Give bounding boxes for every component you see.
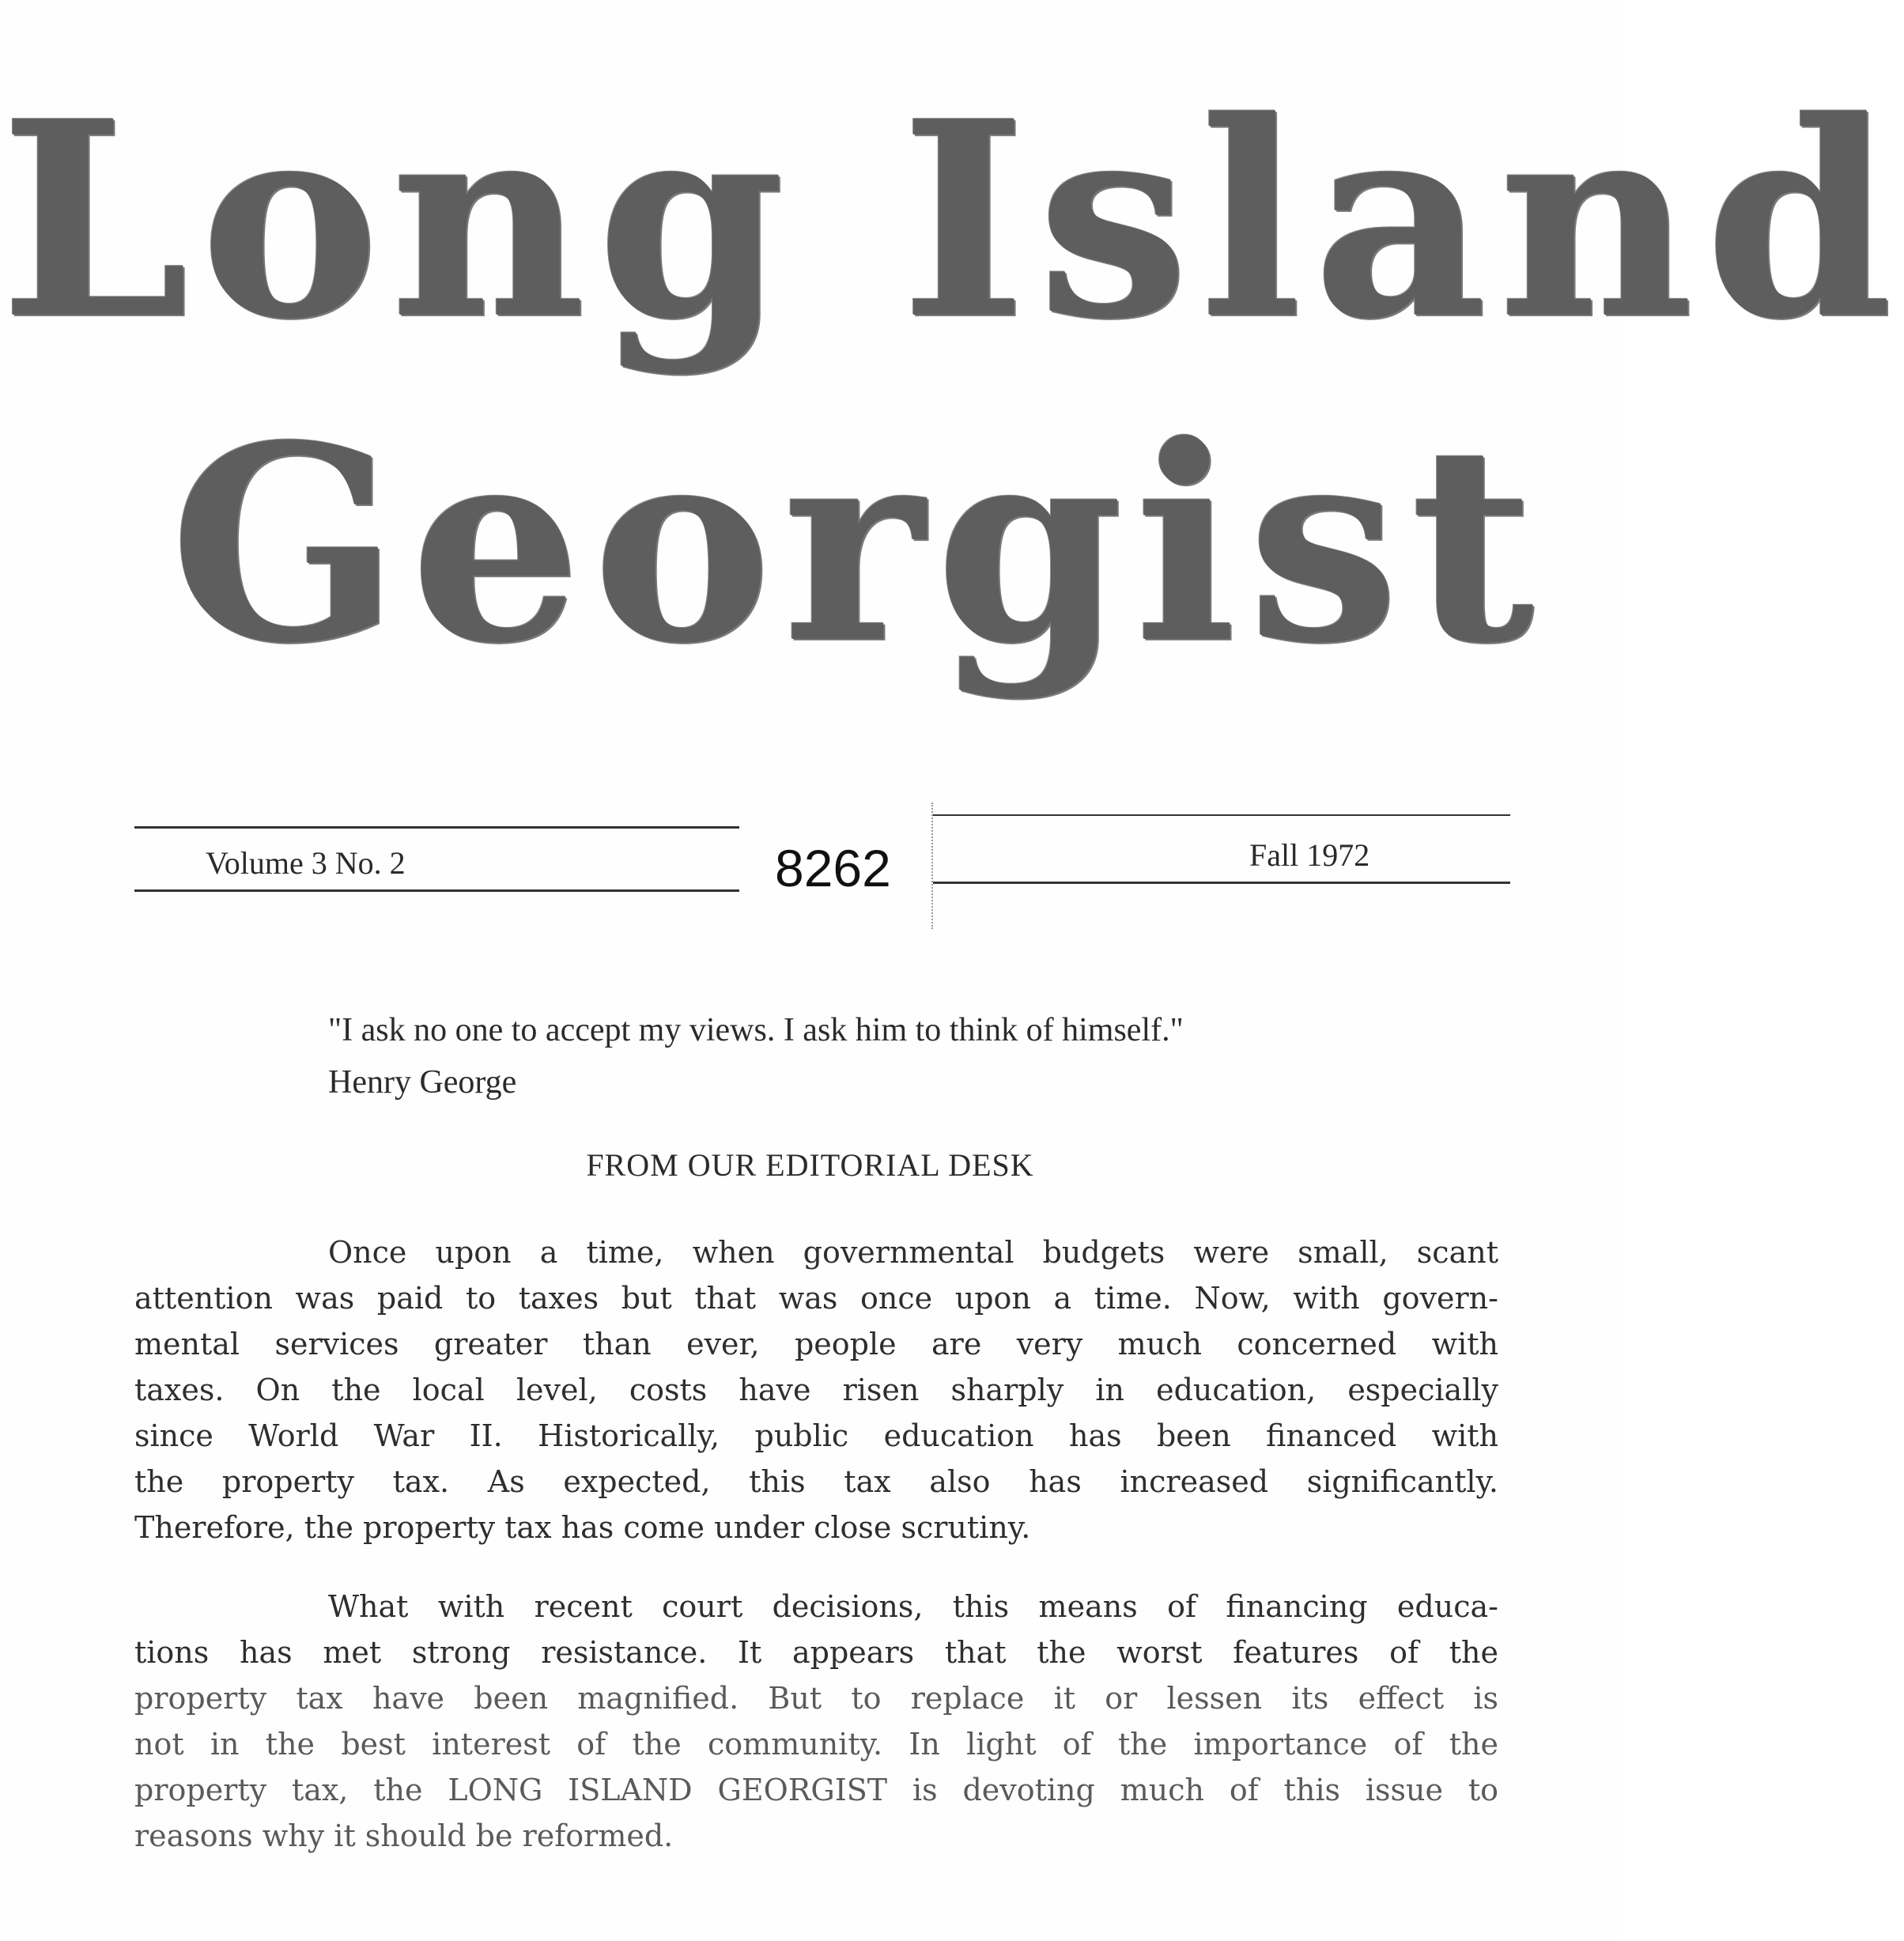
section-heading: FROM OUR EDITORIAL DESK <box>586 1147 1034 1183</box>
paragraph-line: Therefore, the property tax has come under close scrutiny. <box>134 1510 1031 1545</box>
paragraph-line: property tax have been magnified. But to replace it or lessen its effect is <box>134 1681 1498 1716</box>
paragraph-line: reasons why it should be reformed. <box>134 1818 674 1853</box>
editorial-paragraph-2 <box>134 1584 1498 1859</box>
issue-bar-bottom-rule-right <box>933 882 1510 884</box>
issue-date: Fall 1972 <box>1249 837 1370 873</box>
paragraph-line: since World War II. Historically, public education has been financed with <box>134 1418 1498 1453</box>
issue-bar-divider <box>931 802 933 929</box>
editorial-paragraph-1 <box>134 1229 1498 1550</box>
paragraph-line: not in the best interest of the community. In light of the importance of the <box>134 1727 1498 1762</box>
quote-author: Henry George <box>328 1064 517 1101</box>
volume-label: Volume 3 No. 2 <box>206 845 406 881</box>
issue-bar-bottom-rule-left <box>134 889 739 892</box>
issue-number: 8262 <box>775 839 891 897</box>
issue-bar-top-rule-right <box>933 814 1510 816</box>
paragraph-line: the property tax. As expected, this tax also has increased significantly. <box>134 1464 1498 1499</box>
paragraph-line: attention was paid to taxes but that was once upon a time. Now, with govern- <box>134 1281 1498 1316</box>
masthead-title-line-2: Georgist <box>169 387 1546 703</box>
paragraph-line: property tax, the LONG ISLAND GEORGIST is devoting much of this issue to <box>134 1773 1498 1807</box>
paragraph-line: Once upon a time, when governmental budgets were small, scant <box>328 1235 1498 1270</box>
paragraph-line: taxes. On the local level, costs have risen sharply in education, especially <box>134 1373 1498 1407</box>
paragraph-line: mental services greater than ever, people are very much concerned with <box>134 1327 1498 1361</box>
epigraph-quote <box>328 1004 1184 1108</box>
paragraph-line: What with recent court decisions, this means of financing educa- <box>328 1589 1498 1624</box>
masthead-title-line-1: Long Island <box>0 63 1904 379</box>
paragraph-line: tions has met strong resistance. It appears that the worst features of the <box>134 1635 1498 1670</box>
quote-text: "I ask no one to accept my views. I ask him to think of himself." <box>328 1012 1184 1048</box>
issue-bar-top-rule-left <box>134 826 739 829</box>
